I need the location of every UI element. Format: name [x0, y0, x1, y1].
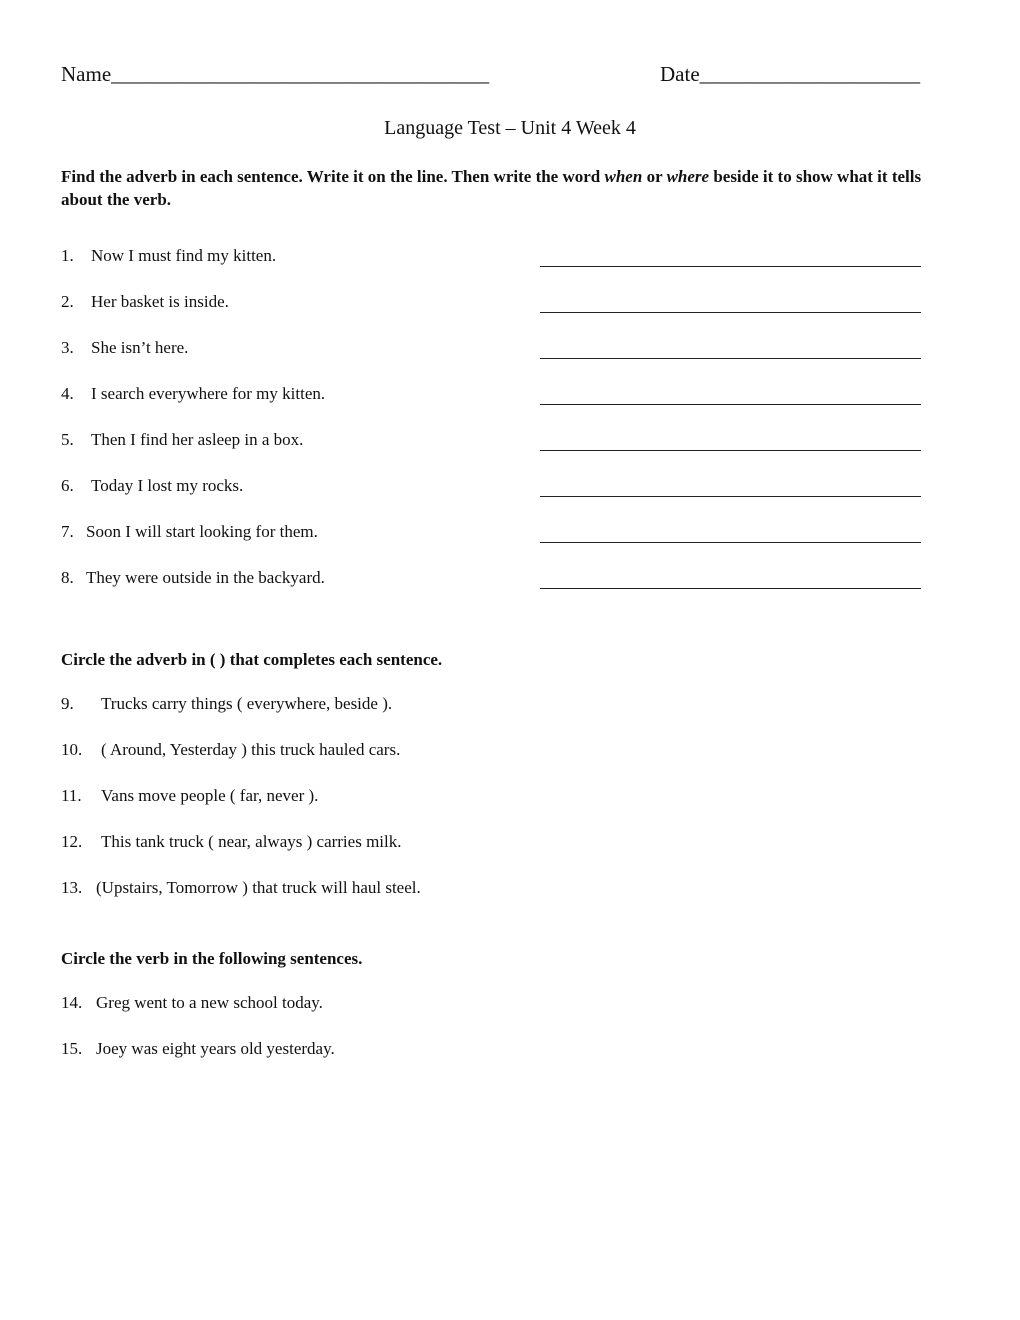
date-field[interactable] — [660, 62, 920, 87]
date-label: Date — [660, 62, 700, 86]
question-text: (Upstairs, Tomorrow ) that truck will haul steel. — [96, 878, 421, 897]
question-13 — [61, 878, 421, 898]
question-14 — [61, 993, 323, 1013]
answer-line-1[interactable] — [540, 266, 921, 267]
question-text: Then I find her asleep in a box. — [91, 430, 304, 449]
question-number: 12. — [61, 832, 83, 851]
question-text: ( Around, Yesterday ) this truck hauled cars. — [101, 740, 401, 759]
question-2 — [61, 292, 229, 312]
question-text: This tank truck ( near, always ) carries milk. — [101, 832, 402, 851]
section2-instruction: Circle the adverb in ( ) that completes each sentence. — [61, 650, 443, 669]
question-number: 10. — [61, 740, 83, 759]
question-number: 6. — [61, 476, 74, 495]
question-text: Vans move people ( far, never ). — [101, 786, 319, 805]
question-3 — [61, 338, 188, 358]
question-1 — [61, 246, 276, 266]
question-7 — [61, 522, 318, 542]
section1-instruction: Find the adverb in each sentence. Write it on the line. Then write the word when or where beside it to show what it tells about the verb. — [61, 167, 922, 209]
answer-line-8[interactable] — [540, 588, 921, 589]
question-number: 8. — [61, 568, 74, 587]
question-number: 3. — [61, 338, 74, 357]
answer-line-4[interactable] — [540, 404, 921, 405]
page-title: Language Test – Unit 4 Week 4 — [384, 117, 636, 139]
question-text: She isn’t here. — [91, 338, 189, 357]
question-text: Trucks carry things ( everywhere, beside ). — [101, 694, 393, 713]
question-5 — [61, 430, 303, 450]
name-field[interactable] — [61, 62, 489, 87]
question-number: 13. — [61, 878, 83, 897]
answer-line-5[interactable] — [540, 450, 921, 451]
question-text: Her basket is inside. — [91, 292, 229, 311]
question-number: 1. — [61, 246, 74, 265]
question-number: 5. — [61, 430, 74, 449]
question-number: 11. — [61, 786, 82, 805]
question-8 — [61, 568, 325, 588]
question-number: 14. — [61, 993, 83, 1012]
date-blank[interactable]: _____________________ — [699, 62, 921, 86]
question-10 — [61, 740, 400, 760]
question-number: 15. — [61, 1039, 83, 1058]
question-6 — [61, 476, 243, 496]
question-text: I search everywhere for my kitten. — [91, 384, 326, 403]
question-text: Joey was eight years old yesterday. — [96, 1039, 335, 1058]
question-4 — [61, 384, 325, 404]
answer-line-2[interactable] — [540, 312, 921, 313]
question-text: Soon I will start looking for them. — [86, 522, 318, 541]
question-text: They were outside in the backyard. — [86, 568, 325, 587]
question-15 — [61, 1039, 335, 1059]
question-number: 2. — [61, 292, 74, 311]
name-label: Name — [61, 62, 112, 86]
question-number: 7. — [61, 522, 74, 541]
answer-line-6[interactable] — [540, 496, 921, 497]
question-12 — [61, 832, 402, 852]
section3-instruction: Circle the verb in the following sentences. — [61, 949, 363, 968]
answer-line-7[interactable] — [540, 542, 921, 543]
question-9 — [61, 694, 392, 714]
question-text: Greg went to a new school today. — [96, 993, 323, 1012]
question-number: 4. — [61, 384, 74, 403]
question-text: Now I must find my kitten. — [91, 246, 277, 265]
question-text: Today I lost my rocks. — [91, 476, 244, 495]
question-11 — [61, 786, 318, 806]
question-number: 9. — [61, 694, 74, 713]
answer-line-3[interactable] — [540, 358, 921, 359]
name-blank[interactable]: ____________________________________ — [111, 62, 490, 86]
